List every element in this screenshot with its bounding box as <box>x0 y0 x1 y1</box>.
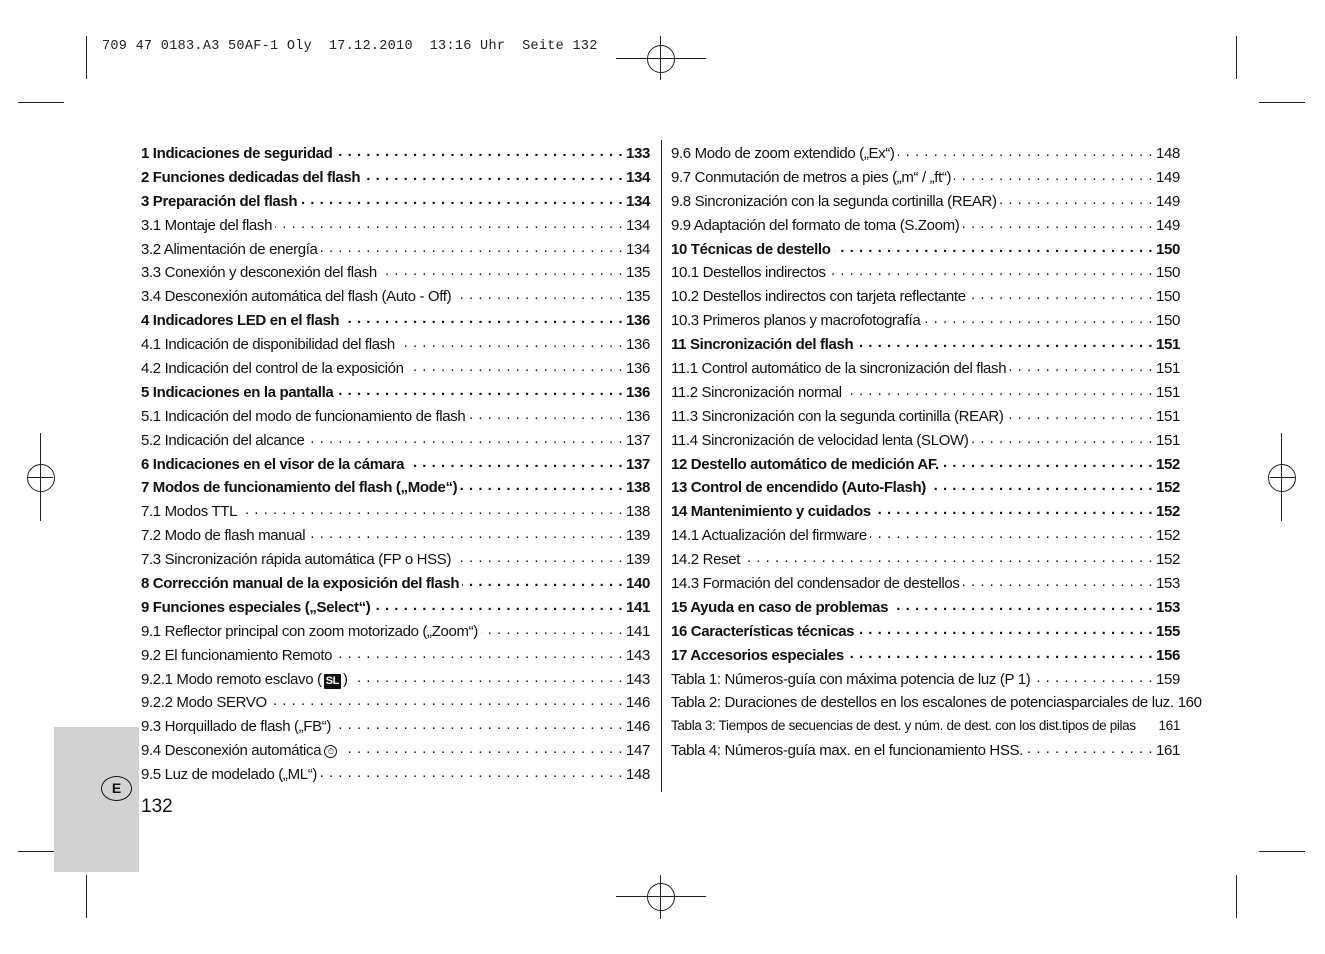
toc-page-number: 137 <box>626 455 650 473</box>
toc-entry-title: 14 Mantenimiento y cuidados <box>671 503 871 521</box>
toc-entry-title: 5 Indicaciones en la pantalla <box>141 383 334 401</box>
toc-entry-title: 7.2 Modo de flash manual <box>141 527 306 545</box>
toc-page-number: 139 <box>626 527 650 545</box>
toc-entry-title: 3.2 Alimentación de energía <box>141 240 318 258</box>
leader-dots <box>320 764 623 779</box>
toc-entry <box>141 573 650 597</box>
toc-entry <box>671 310 1180 334</box>
toc-entry <box>141 143 650 167</box>
leader-dots <box>335 143 623 158</box>
crop-mark <box>1236 36 1237 79</box>
toc-page-number: 134 <box>626 168 650 186</box>
leader-dots <box>870 525 1153 540</box>
toc-entry-title: 12 Destello automático de medición AF. <box>671 455 939 473</box>
leader-dots <box>343 740 623 755</box>
toc-entry-title: Tabla 1: Números-guía con máxima potencia de luz (P 1) <box>671 670 1031 688</box>
toc-entry-title: 9.2.1 Modo remoto esclavo ( SL ) <box>141 670 348 688</box>
toc-page-number: 147 <box>626 742 650 760</box>
leader-dots <box>1026 740 1153 755</box>
leader-dots <box>891 597 1153 612</box>
language-badge: E <box>101 776 132 801</box>
leader-dots <box>834 239 1153 254</box>
toc-entry <box>141 286 650 310</box>
toc-entry-title: 15 Ayuda en caso de problemas <box>671 598 889 616</box>
crop-mark <box>1259 102 1305 103</box>
leader-dots <box>481 621 623 636</box>
toc-column-left <box>141 143 650 788</box>
leader-dots <box>275 215 623 230</box>
toc-page-number: 138 <box>626 479 650 497</box>
toc-page-number: 140 <box>626 575 650 593</box>
toc-entry <box>671 477 1180 501</box>
toc-entry-title: 9.2 El funcionamiento Remoto <box>141 646 333 664</box>
toc-entry-title: 4.1 Indicación de disponibilidad del flash <box>141 336 395 354</box>
toc-entry-title: 4 Indicadores LED en el flash <box>141 312 340 330</box>
leader-dots <box>342 310 623 325</box>
leader-dots <box>857 621 1153 636</box>
toc-entry-title: 10 Técnicas de destello <box>671 240 831 258</box>
toc-entry <box>671 358 1180 382</box>
toc-page-number: 153 <box>1156 575 1180 593</box>
toc-entry-title: 10.2 Destellos indirectos con tarjeta reflectante <box>671 288 966 306</box>
toc-page-number: 150 <box>1156 240 1180 258</box>
leader-dots <box>380 262 623 277</box>
toc-page-number: 151 <box>1156 383 1180 401</box>
toc-entry <box>141 501 650 525</box>
toc-page-number: 149 <box>1156 192 1180 210</box>
toc-entry <box>141 191 650 215</box>
toc-entry <box>671 621 1180 645</box>
toc-entry <box>671 215 1180 239</box>
toc-entry-title: 10.1 Destellos indirectos <box>671 264 826 282</box>
toc-entry-title: 6 Indicaciones en el visor de la cámara <box>141 455 405 473</box>
toc-entry <box>141 692 650 716</box>
toc-page-number: 152 <box>1156 503 1180 521</box>
toc-page-number: 155 <box>1156 622 1180 640</box>
toc-entry <box>141 477 650 501</box>
toc-entry <box>141 645 650 669</box>
toc-page-number: 136 <box>626 336 650 354</box>
toc-entry-title: 7 Modos de funcionamiento del flash („Mode“) <box>141 479 458 497</box>
toc-page-number: 149 <box>1156 168 1180 186</box>
toc-entry-title: 17 Accesorios especiales <box>671 646 844 664</box>
toc-entry <box>671 167 1180 191</box>
toc-entry-title: Tabla 2: Duraciones de destellos en los escalones de potenciasparciales de luz. <box>671 694 1174 712</box>
toc-entry <box>141 621 650 645</box>
leader-dots <box>240 501 623 516</box>
toc-page-number: 141 <box>626 598 650 616</box>
toc-page-number: 137 <box>626 431 650 449</box>
toc-page-number: 136 <box>626 383 650 401</box>
leader-dots <box>929 477 1153 492</box>
toc-entry <box>141 358 650 382</box>
toc-entry-title: 8 Corrección manual de la exposición del flash <box>141 575 460 593</box>
toc-entry <box>141 382 650 406</box>
toc-entry-title: 9.1 Reflector principal con zoom motorizado („Zoom“) <box>141 622 478 640</box>
toc-entry <box>141 310 650 334</box>
toc-entry <box>141 764 650 788</box>
toc-entry <box>141 454 650 478</box>
toc-page-number: 152 <box>1156 479 1180 497</box>
leader-dots <box>923 310 1153 325</box>
leader-dots <box>308 525 623 540</box>
leader-dots <box>1009 358 1153 373</box>
toc-entry <box>671 430 1180 454</box>
toc-entry <box>141 549 650 573</box>
toc-entry <box>141 669 650 693</box>
toc-page-number: 150 <box>1156 288 1180 306</box>
toc-entry-title: 3.3 Conexión y desconexión del flash <box>141 264 377 282</box>
toc-page-number: 136 <box>626 407 650 425</box>
toc-page-number: 160 <box>1177 694 1202 712</box>
toc-entry-title: 9.8 Sincronización con la segunda cortinilla (REAR) <box>671 192 997 210</box>
toc-entry-title: 4.2 Indicación del control de la exposición <box>141 360 404 378</box>
toc-page-number: 135 <box>626 264 650 282</box>
toc-page-number: 149 <box>1156 216 1180 234</box>
leader-dots <box>971 430 1153 445</box>
leader-dots <box>1033 669 1153 684</box>
toc-entry-title: 3.4 Desconexión automática del flash (Auto - Off) <box>141 288 452 306</box>
leader-dots <box>856 334 1153 349</box>
toc-entry <box>671 525 1180 549</box>
toc-entry <box>141 740 650 764</box>
toc-page-number: 136 <box>626 312 650 330</box>
language-tab <box>54 727 139 872</box>
toc-page-number: 148 <box>1156 145 1180 162</box>
toc-entry-title: 11.3 Sincronización con la segunda cortinilla (REAR) <box>671 407 1004 425</box>
page-number: 132 <box>141 796 173 817</box>
toc-page-number: 136 <box>626 360 650 378</box>
toc-page-number: 141 <box>626 622 650 640</box>
toc-entry <box>671 669 1180 693</box>
toc-page-number: 151 <box>1156 360 1180 378</box>
toc-page-number: 161 <box>1156 742 1180 760</box>
toc-entry <box>671 716 1180 740</box>
toc-page-number: 161 <box>1158 717 1180 733</box>
toc-entry-title: 5.1 Indicación del modo de funcionamiento de flash <box>141 407 466 425</box>
leader-dots <box>954 167 1153 182</box>
toc-entry-title: 11.1 Control automático de la sincronización del flash <box>671 360 1007 378</box>
toc-entry-title: 11 Sincronización del flash <box>671 336 854 354</box>
crop-mark <box>86 875 87 918</box>
toc-page-number: 151 <box>1156 336 1180 354</box>
toc-entry <box>141 716 650 740</box>
toc-entry-title: 11.2 Sincronización normal <box>671 383 842 401</box>
toc-page-number: 152 <box>1156 551 1180 569</box>
toc-page-number: 134 <box>626 192 650 210</box>
toc-page-number: 151 <box>1156 431 1180 449</box>
leader-dots <box>847 645 1153 660</box>
toc-entry-title: 1 Indicaciones de seguridad <box>141 145 333 162</box>
toc-entry <box>671 382 1180 406</box>
toc-entry-title: 2 Funciones dedicadas del flash <box>141 168 361 186</box>
toc-page-number: 152 <box>1156 527 1180 545</box>
toc-entry <box>671 454 1180 478</box>
leader-dots <box>454 286 623 301</box>
leader-dots <box>874 501 1153 516</box>
toc-page-number: 153 <box>1156 598 1180 616</box>
toc-page-number: 150 <box>1156 312 1180 330</box>
toc-page-number: 138 <box>626 503 650 521</box>
leader-dots <box>363 167 623 182</box>
leader-dots <box>898 143 1153 158</box>
toc-page-number: 159 <box>1156 670 1180 688</box>
toc-entry <box>671 334 1180 358</box>
toc-entry <box>141 334 650 358</box>
toc-page-number: 148 <box>626 766 650 784</box>
toc-entry-title: 7.3 Sincronización rápida automática (FP o HSS) <box>141 551 452 569</box>
leader-dots <box>829 262 1153 277</box>
toc-page-number: 143 <box>626 646 650 664</box>
leader-dots <box>1007 406 1153 421</box>
leader-dots <box>962 215 1153 230</box>
toc-entry-title: 14.2 Reset <box>671 551 741 569</box>
toc-entry-title: 16 Características técnicas <box>671 622 855 640</box>
toc-entry <box>671 549 1180 573</box>
leader-dots <box>468 406 623 421</box>
toc-entry <box>671 740 1180 764</box>
toc-entry-title: 9.2.2 Modo SERVO <box>141 694 267 712</box>
toc-page-number: 151 <box>1156 407 1180 425</box>
toc-entry-title: 13 Control de encendido (Auto-Flash) <box>671 479 926 497</box>
toc-entry-title: Tabla 3: Tiempos de secuencias de dest. y núm. de dest. con los dist.tipos de pilas <box>671 717 1136 733</box>
toc-entry-title: 3.1 Montaje del flash <box>141 216 273 234</box>
leader-dots <box>373 597 623 612</box>
toc-page-number: 150 <box>1156 264 1180 282</box>
toc-page-number: 152 <box>1156 455 1180 473</box>
crop-mark <box>86 36 87 79</box>
toc-entry-title: 9.4 Desconexión automática ⏱ <box>141 742 340 759</box>
leader-dots <box>942 454 1153 469</box>
toc-entry-title: 10.3 Primeros planos y macrofotografía <box>671 312 921 330</box>
crop-mark <box>18 102 64 103</box>
toc-entry-title: 9 Funciones especiales („Select“) <box>141 598 371 616</box>
toc-entry <box>671 573 1180 597</box>
leader-dots <box>351 669 623 684</box>
leader-dots <box>962 573 1153 588</box>
toc-entry-title: 7.1 Modos TTL <box>141 503 238 521</box>
toc-entry-title: 9.5 Luz de modelado („ML“) <box>141 766 317 784</box>
toc-entry-title: 11.4 Sincronización de velocidad lenta (SLOW) <box>671 431 969 449</box>
toc-page-number: 146 <box>626 694 650 712</box>
toc-entry <box>671 191 1180 215</box>
toc-entry <box>671 692 1202 716</box>
leader-dots <box>300 191 623 206</box>
leader-dots <box>407 358 623 373</box>
leader-dots <box>270 692 623 707</box>
leader-dots <box>743 549 1153 564</box>
toc-entry-title: 9.9 Adaptación del formato de toma (S.Zoom) <box>671 216 960 234</box>
toc-entry <box>141 525 650 549</box>
leader-dots <box>454 549 623 564</box>
toc-entry <box>141 215 650 239</box>
toc-entry <box>671 501 1180 525</box>
toc-entry <box>671 645 1180 669</box>
toc-entry-title: 9.6 Modo de zoom extendido („Ex“) <box>671 145 895 162</box>
toc-entry <box>671 406 1180 430</box>
leader-dots <box>336 382 623 397</box>
toc-entry <box>671 597 1180 621</box>
toc-entry-title: 14.3 Formación del condensador de destellos <box>671 575 960 593</box>
crop-mark <box>1236 875 1237 918</box>
leader-dots <box>969 286 1153 301</box>
leader-dots <box>845 382 1153 397</box>
toc-entry <box>141 239 650 263</box>
column-divider <box>661 140 662 792</box>
leader-dots <box>335 645 623 660</box>
toc-entry-title: 3 Preparación del flash <box>141 192 298 210</box>
crop-mark <box>1259 851 1305 852</box>
toc-entry <box>141 167 650 191</box>
leader-dots <box>462 573 623 588</box>
toc-entry <box>671 143 1180 167</box>
toc-column-right <box>671 143 1202 764</box>
toc-entry-title: 9.3 Horquillado de flash („FB“) <box>141 718 332 736</box>
leader-dots <box>460 477 623 492</box>
leader-dots <box>1000 191 1153 206</box>
toc-entry-title: 5.2 Indicación del alcance <box>141 431 305 449</box>
slave-icon: SL <box>325 674 340 687</box>
toc-page-number: 134 <box>626 216 650 234</box>
toc-entry <box>141 406 650 430</box>
toc-entry <box>141 262 650 286</box>
timer-icon: ⏱ <box>324 745 337 758</box>
toc-page-number: 139 <box>626 551 650 569</box>
toc-page-number: 156 <box>1156 646 1180 664</box>
leader-dots <box>398 334 623 349</box>
toc-entry <box>141 597 650 621</box>
toc-page-number: 143 <box>626 670 650 688</box>
toc-page-number: 134 <box>626 240 650 258</box>
toc-entry-title: 14.1 Actualización del firmware <box>671 527 867 545</box>
toc-page-number: 135 <box>626 288 650 306</box>
leader-dots <box>321 239 624 254</box>
toc-entry-title: 9.7 Conmutación de metros a pies („m“ / „ft“) <box>671 168 952 186</box>
toc-entry <box>141 430 650 454</box>
toc-page-number: 133 <box>626 145 650 162</box>
toc-entry <box>671 286 1180 310</box>
leader-dots <box>407 454 623 469</box>
toc-page-number: 146 <box>626 718 650 736</box>
print-slug: 709 47 0183.A3 50AF-1 Oly 17.12.2010 13:16 Uhr Seite 132 <box>102 39 598 54</box>
toc-entry <box>671 239 1180 263</box>
toc-entry-title: Tabla 4: Números-guía max. en el funcionamiento HSS. <box>671 742 1023 760</box>
leader-dots <box>334 716 623 731</box>
leader-dots <box>308 430 623 445</box>
toc-entry <box>671 262 1180 286</box>
